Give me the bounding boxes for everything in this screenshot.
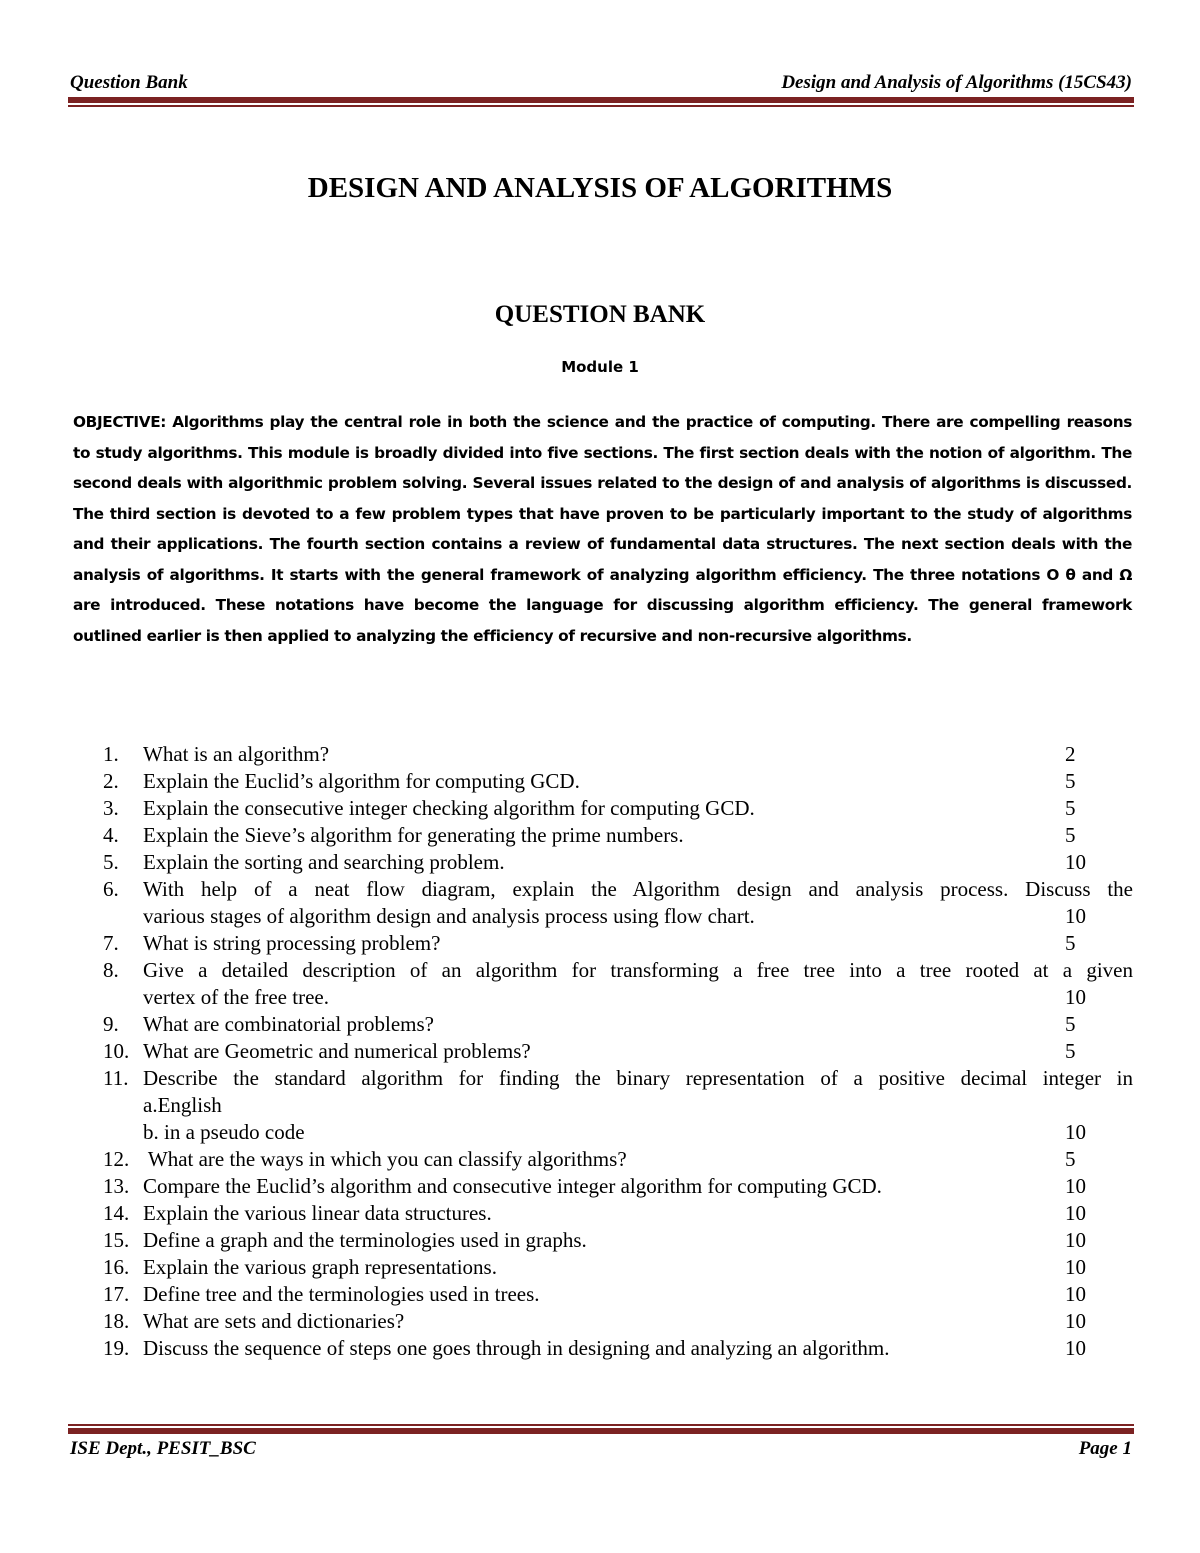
question-number: 3.: [103, 796, 119, 820]
question-number: 15.: [103, 1228, 130, 1252]
question-item: [103, 1173, 1133, 1200]
question-number: 1.: [103, 742, 119, 766]
question-text: What is string processing problem?: [143, 931, 441, 955]
question-item: [103, 1011, 1133, 1038]
question-text-line: b. in a pseudo code: [143, 1120, 305, 1144]
question-text-line: Give a detailed description of an algorithm for transforming a free tree into a tree rooted at a given: [143, 958, 1133, 982]
question-item: [103, 1200, 1133, 1227]
question-item: [103, 1227, 1133, 1254]
question-text: Explain the Euclid’s algorithm for computing GCD.: [143, 769, 580, 793]
question-item: [103, 795, 1133, 822]
question-list: [103, 741, 1133, 1362]
header-left-text: Question Bank: [70, 72, 188, 93]
question-item: [103, 876, 1133, 930]
question-item: [103, 1254, 1133, 1281]
question-marks: 10: [1065, 1309, 1086, 1333]
question-number: 11.: [103, 1066, 129, 1090]
question-marks: 10: [1065, 850, 1086, 874]
header-right-text: Design and Analysis of Algorithms (15CS43): [781, 72, 1132, 93]
question-item: [103, 1281, 1133, 1308]
question-number: 13.: [103, 1174, 130, 1198]
footer-page-number: Page 1: [1078, 1438, 1132, 1459]
question-text-line: various stages of algorithm design and analysis process using flow chart.: [143, 904, 755, 928]
question-marks: 10: [1065, 1120, 1086, 1144]
question-number: 5.: [103, 850, 119, 874]
question-item: [103, 930, 1133, 957]
question-item: [103, 1335, 1133, 1362]
question-number: 12.: [103, 1147, 130, 1171]
question-number: 10.: [103, 1039, 130, 1063]
question-text: Discuss the sequence of steps one goes through in designing and analyzing an algorithm.: [143, 1336, 890, 1360]
header-rule-thin: [68, 105, 1134, 107]
question-text: What are sets and dictionaries?: [143, 1309, 405, 1333]
question-number: 19.: [103, 1336, 130, 1360]
question-number: 14.: [103, 1201, 130, 1225]
question-text: Explain the various graph representations.: [143, 1255, 497, 1279]
question-number: 17.: [103, 1282, 130, 1306]
question-text-line: vertex of the free tree.: [143, 985, 329, 1009]
question-item: [103, 1146, 1133, 1173]
question-item: [103, 1065, 1133, 1146]
question-marks: 5: [1065, 1039, 1076, 1063]
question-number: 8.: [103, 958, 119, 982]
question-text-line: a.English: [143, 1093, 222, 1117]
question-item: [103, 768, 1133, 795]
header-rule-thick: [68, 97, 1134, 103]
footer-left-text: ISE Dept., PESIT_BSC: [70, 1438, 256, 1459]
question-marks: 10: [1065, 1282, 1086, 1306]
question-text: What are the ways in which you can classify algorithms?: [143, 1147, 627, 1171]
question-marks: 2: [1065, 742, 1076, 766]
question-item: [103, 957, 1133, 1011]
question-item: [103, 741, 1133, 768]
question-number: 16.: [103, 1255, 130, 1279]
question-marks: 10: [1065, 904, 1086, 928]
question-item: [103, 822, 1133, 849]
question-item: [103, 1308, 1133, 1335]
module-heading: Module 1: [561, 358, 639, 376]
question-text: Explain the consecutive integer checking algorithm for computing GCD.: [143, 796, 755, 820]
question-text: Define a graph and the terminologies used in graphs.: [143, 1228, 587, 1252]
objective-paragraph: OBJECTIVE: Algorithms play the central role in both the science and the practice of computing. There are compelling reasons to study algorithms. This module is broadly divided into five sections. The first section deals with the notion of algorithm. The second deals with algorithmic problem solving. Several issues related to the design of and analysis of algorithms is discussed. The third section is devoted to a few problem types that have proven to be particularly important to the study of algorithms and their applications. The fourth section contains a review of fundamental data structures. The next section deals with the analysis of algorithms. It starts with the general framework of analyzing algorithm efficiency. The three notations O θ and Ω are introduced. These notations have become the language for discussing algorithm efficiency. The general framework outlined earlier is then applied to analyzing the efficiency of recursive and non-recursive algorithms.: [73, 413, 1132, 645]
question-text: Define tree and the terminologies used in trees.: [143, 1282, 540, 1306]
question-marks: 5: [1065, 931, 1076, 955]
question-text: Explain the sorting and searching problem.: [143, 850, 505, 874]
question-number: 18.: [103, 1309, 130, 1333]
question-number: 4.: [103, 823, 119, 847]
question-item: [103, 849, 1133, 876]
question-marks: 10: [1065, 1255, 1086, 1279]
question-marks: 10: [1065, 1174, 1086, 1198]
question-text-line: With help of a neat flow diagram, explain the Algorithm design and analysis process. Discuss the: [143, 877, 1133, 901]
question-text: What are Geometric and numerical problems?: [143, 1039, 531, 1063]
footer-rule-thick: [68, 1428, 1134, 1434]
question-text: Compare the Euclid’s algorithm and consecutive integer algorithm for computing GCD.: [143, 1174, 882, 1198]
question-number: 2.: [103, 769, 119, 793]
question-marks: 5: [1065, 1012, 1076, 1036]
question-text-line: Describe the standard algorithm for finding the binary representation of a positive decimal integer in: [143, 1066, 1133, 1090]
question-text: Explain the Sieve’s algorithm for generating the prime numbers.: [143, 823, 684, 847]
question-number: 7.: [103, 931, 119, 955]
question-text: Explain the various linear data structures.: [143, 1201, 492, 1225]
page-header: [70, 72, 1132, 98]
document-subtitle: QUESTION BANK: [494, 301, 706, 328]
question-marks: 10: [1065, 1336, 1086, 1360]
question-number: 6.: [103, 877, 119, 901]
question-text: What is an algorithm?: [143, 742, 330, 766]
question-marks: 10: [1065, 1228, 1086, 1252]
footer-rule-thin: [68, 1424, 1134, 1426]
question-marks: 5: [1065, 796, 1076, 820]
question-item: [103, 1038, 1133, 1065]
question-number: 9.: [103, 1012, 119, 1036]
question-marks: 10: [1065, 1201, 1086, 1225]
question-text: What are combinatorial problems?: [143, 1012, 434, 1036]
question-marks: 5: [1065, 823, 1076, 847]
document-title: DESIGN AND ANALYSIS OF ALGORITHMS: [307, 172, 893, 204]
question-marks: 10: [1065, 985, 1086, 1009]
question-marks: 5: [1065, 1147, 1076, 1171]
question-marks: 5: [1065, 769, 1076, 793]
